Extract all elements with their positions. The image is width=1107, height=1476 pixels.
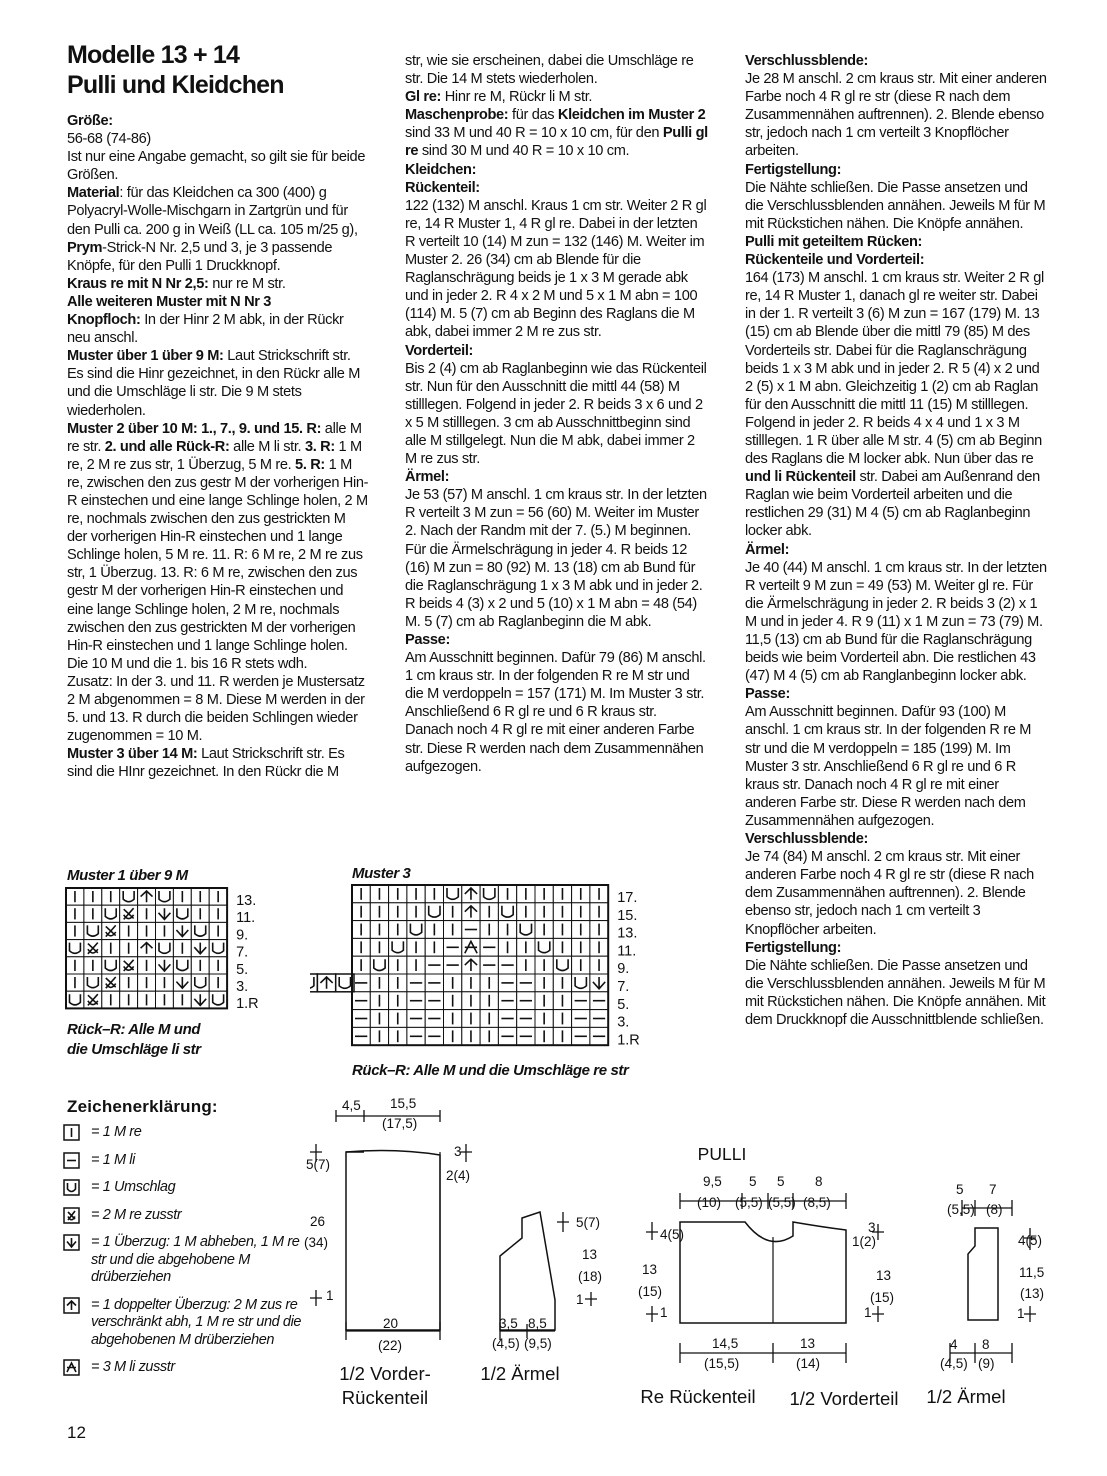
page-number: 12 <box>67 1423 86 1442</box>
legend-title: Zeichenerklärung: <box>67 1097 218 1116</box>
text-bold: Verschlussblende: <box>745 53 869 69</box>
text-span: Hinr re M, Rückr li M str. <box>441 89 593 106</box>
text-bold: Vorderteil: <box>405 342 474 359</box>
text-bold: Pulli gl re <box>405 125 708 160</box>
schematic-line <box>500 1212 555 1330</box>
text-bold: Muster über 1 über 9 M: <box>67 348 224 365</box>
text-bold: Prym <box>67 239 103 256</box>
text-bold: Passe: <box>745 686 790 703</box>
dimension-label: 2(4) <box>446 1168 471 1183</box>
dimension-label: 3 <box>454 1144 462 1159</box>
dimension-label: (9) <box>978 1356 995 1371</box>
legend-text: = 1 doppelter Überzug: 2 M zus re verschränkt abh, 1 M re str und die abgehobenen M drüberziehen <box>91 1296 302 1348</box>
text-bold: 2. und alle Rück-R: <box>104 438 230 455</box>
text-span: nur re M str. <box>208 275 286 292</box>
text-span: Am Ausschnitt beginnen. Dafür 93 (100) M anschl. 1 cm kraus str. In der folgenden R re M str und die M verdoppeln = 185 (199) M. Im Muster 3 str. Anschließend 6 R gl re und 6 R kraus str. Danach noch 4 R gl re mit einer anderen Farbe str. Diese R werden nach dem Zusammennähen aufgezogen. <box>745 704 1032 829</box>
schematic-line <box>646 1306 658 1322</box>
text-bold: Ärmel: <box>745 541 790 558</box>
text-span: str. Dabei am Außenrand den Raglan wie beim Vorderteil arbeiten und die restlichen 29 (31) M 4 (5) cm ab Raglanbeginn locker abk. <box>745 469 1040 540</box>
row-label: 3. <box>617 1014 630 1031</box>
schematic-caption: 1/2 Vorder- <box>339 1363 431 1384</box>
text-span: Je 40 (44) M anschl. 1 cm kraus str. In der letzten R verteilt 9 M zun = 49 (53) M. Weiter gl re. Für die Ärmelschrägung in jeder 2. R beids 3 (2) x 1 M und in jeder 4. R 9 (11) x 1 M zun = 73 (79) M. 11,5 (13) cm ab Bund für die Raglanschrägung beids wie beim Vorderteil abn. Die restlichen 43 (47) M 4 (5) cm ab Ranglanbeginn locker abk. <box>745 559 1047 685</box>
dimension-label: (8) <box>986 1202 1003 1217</box>
text-span: Zusatz: In der 3. und 11. R werden je Mustersatz 2 M abgenommen = 8 M. Diese M werden in der 5. und 13. R durch die beiden Schlingen wieder zugenommen = 10 M. <box>67 673 365 745</box>
schematic-caption: 1/2 Vorderteil <box>789 1388 899 1409</box>
row-label: 5. <box>617 996 630 1013</box>
row-label: 7. <box>236 944 249 961</box>
dimension-label: 13 <box>876 1268 892 1283</box>
text-span: Je 53 (57) M anschl. 1 cm kraus str. In der letzten R verteilt 3 M zun = 56 (60) M. Weiter im Muster 2. Nach der Randm mit der 7. (5.) M beginnen. Für die Ärmelschrägung in jeder 4. R beids 12 (16) M zun = 80 (92) M. 13 (18) cm ab Bund für die Raglanschrägung 1 x 3 M abk und in jeder 2. R beids 4 (3) x 2 und 5 (10) x 1 M abn = 48 (54) M. 5 (7) cm ab Raglanbeginn die M abk. <box>405 487 707 630</box>
dimension-label: (5,5) <box>768 1195 796 1210</box>
schematic-line <box>460 1144 472 1162</box>
dimension-label: (13) <box>1020 1286 1045 1301</box>
dimension-label: 5 <box>956 1182 964 1197</box>
schematic-line <box>1024 1306 1036 1322</box>
text-span: Je 74 (84) M anschl. 2 cm kraus str. Mit einer anderen Farbe noch 4 R gl re str (diese R nach dem Zusammennähen auftrennen). 2. Blende ebenso str, jedoch nach 1 cm verteilt 3 Knopflöcher arbeiten. <box>745 849 1034 938</box>
schematic-line <box>557 1212 569 1232</box>
dimension-label: 5(7) <box>306 1157 331 1172</box>
text-bold: und li Rückenteil <box>745 469 856 486</box>
row-label: 9. <box>617 961 630 978</box>
dimension-label: 13 <box>582 1247 598 1262</box>
dimension-label: 1 <box>660 1305 668 1320</box>
row-label: 17. <box>617 890 638 906</box>
text-bold: Kleidchen im Muster 2 <box>557 107 706 124</box>
dimension-label: 20 <box>383 1316 399 1331</box>
row-label: 15. <box>617 907 638 924</box>
legend-text: = 1 M li <box>91 1151 135 1168</box>
legend-text: = 2 M re zusstr <box>91 1206 182 1223</box>
muster1-caption: Rück–R: Alle M und die Umschläge li str <box>67 1021 201 1058</box>
text-span: alle M li str. <box>229 438 305 455</box>
dimension-label: (14) <box>796 1356 821 1371</box>
text-span: : für das Kleidchen ca 300 (400) g Polyacryl-Wolle-Mischgarn in Zartgrün und für den Pulli ca. 200 g in Weiß (LL ca. 105 m/25 g), <box>67 185 358 238</box>
dimension-label: (5,5) <box>947 1202 975 1217</box>
text-span: 56-68 (74-86) <box>67 131 151 148</box>
legend-text: = 1 Umschlag <box>91 1179 176 1195</box>
dimension-label: (9,5) <box>524 1336 552 1351</box>
text-bold: Fertigstellung: <box>745 939 842 956</box>
text-span: 1 M re, zwischen den zus gestr M der vorherigen Hin-R einstechen und eine lange Schlinge holen, 2 M re, nochmals zwischen den zus gestrickten M der vorherigen Hin-R einstechen und 1 lange Schlinge holen, 5 M re. 11. R: 6 M re, 2 M re zus str, 1 Überzug. 13. R: 6 M re, zwischen den zus gestr M der vorherigen Hin-R einstechen und eine lange Schlinge holen, 2 M re, nochmals zwischen den zus gestrickten M der vorherigen Hin-R einstechen und 1 lange Schlinge holen. Die 10 M und die 1. bis 16 R stets wdh. <box>67 456 369 672</box>
text-bold: Maschenprobe: <box>405 107 509 124</box>
row-label: 1.R <box>236 996 259 1013</box>
dimension-label: (4,5) <box>492 1336 520 1351</box>
text-span: für das <box>508 107 558 124</box>
schematic-line <box>968 1228 998 1320</box>
dimension-label: 26 <box>310 1214 326 1229</box>
dimension-label: 5 <box>777 1174 785 1189</box>
muster3-title: Muster 3 <box>352 865 411 882</box>
dimension-label: 4(5) <box>660 1227 685 1242</box>
dimension-label: 8 <box>982 1337 990 1352</box>
row-label: 11. <box>617 943 637 960</box>
dimension-label: 11,5 <box>1019 1265 1045 1280</box>
text-span: 1 M re, 2 M re zus str, 1 Überzug, 5 M re. <box>67 438 362 473</box>
text-span: 122 (132) M anschl. Kraus 1 cm str. Weiter 2 R gl re, 14 R Muster 1, 4 R gl re. Dabei in der letzten R verteilt 10 (14) M zun = 132 (146) M. Weiter im Muster 2. 26 (34) cm ab Blende für die Raglanschrägung beids je 1 x 3 M gerade abk und in jeder 2. R 4 x 2 M und 5 x 1 M abn = 100 (114) M. 5 (7) cm ab Beginn des Raglans die M abk, dabei immer 2 M re zus str. <box>405 197 707 341</box>
text-bold: Knopfloch: <box>67 312 141 329</box>
row-label: 7. <box>617 979 630 995</box>
text-span: Die Nähte schließen. Die Passe ansetzen und die Verschlussblenden annähen. Jeweils M für M mit Rückstichen nähen. Die Knöpfe annähen. <box>745 179 1046 232</box>
text-span: sind 33 M und 40 R = 10 x 10 cm, für den <box>405 125 663 142</box>
dimension-label: 4,5 <box>342 1098 361 1113</box>
row-label: 9. <box>236 927 249 944</box>
dimension-label: 1 <box>1017 1306 1025 1321</box>
schematic-line <box>646 1222 658 1240</box>
dimension-label: (4,5) <box>940 1356 968 1371</box>
legend-text: = 1 Überzug: 1 M abheben, 1 M re str und die abgehobene M drüberziehen <box>91 1234 300 1285</box>
text-span: Am Ausschnitt beginnen. Dafür 79 (86) M anschl. 1 cm kraus str. In der folgenden R re M str und die M verdoppeln = 157 (171) M. Im Muster 3 str. Anschließend 6 R gl re und 6 R kraus str. Danach noch 4 R gl re mit einer anderen Farbe str. Diese R werden nach dem Zusammennähen aufgezogen. <box>405 650 706 775</box>
text-bold: Pulli mit geteiltem Rücken: <box>745 233 923 250</box>
dimension-label: 7 <box>989 1182 997 1197</box>
dimension-label: 8,5 <box>528 1316 547 1331</box>
text-span: Ist nur eine Angabe gemacht, so gilt sie für beide Größen. <box>67 149 366 184</box>
text-span: str, wie sie erscheinen, dabei die Umschläge re str. Die 14 M stets wiederholen. <box>405 53 694 88</box>
text-span: Laut Strickschrift str. Es sind die HInr gezeichnet. In den Rückr die M <box>67 746 345 781</box>
schematic-caption: 1/2 Ärmel <box>926 1386 1006 1407</box>
dimension-label: 3,5 <box>499 1316 518 1331</box>
muster1-title: Muster 1 über 9 M <box>67 867 188 884</box>
text-bold: Größe: <box>67 113 113 129</box>
row-label: 1.R <box>617 1032 640 1049</box>
text-bold: Ärmel: <box>405 469 450 486</box>
schematic-caption: Rückenteil <box>341 1387 429 1408</box>
schematic-caption: PULLI <box>697 1144 747 1164</box>
dimension-label: (22) <box>378 1338 403 1353</box>
schematic-line <box>346 1151 440 1330</box>
text-bold: Material <box>67 185 120 202</box>
text-bold: 5. R: <box>295 456 325 473</box>
schematic-line <box>680 1222 846 1323</box>
text-bold: Rückenteil: <box>405 179 480 196</box>
row-label: 13. <box>236 893 257 909</box>
dimension-label: 13 <box>642 1262 658 1277</box>
schematic-line <box>310 1290 322 1306</box>
dimension-label: (34) <box>304 1235 329 1250</box>
dimension-label: (18) <box>578 1269 603 1284</box>
legend-text: = 1 M re <box>91 1124 142 1140</box>
text-bold: Verschlussblende: <box>745 831 869 848</box>
text-span: Bis 2 (4) cm ab Raglanbeginn wie das Rückenteil str. Nun für den Ausschnitt die mittl 44 (58) M stilllegen. Folgend in jeder 2. R beids 3 x 6 und 2 x 5 M stilllegen. 3 cm ab Ausschnittbeginn sind alle M stillgelegt. Nun die M abk, dabei immer 2 M re zus str. <box>405 360 707 468</box>
dimension-label: 5 <box>749 1174 757 1189</box>
text-bold: Kleidchen: <box>405 161 477 178</box>
schematic-line <box>585 1292 597 1306</box>
text-bold: Passe: <box>405 632 450 648</box>
dimension-label: 3 <box>868 1220 876 1235</box>
dimension-label: 1 <box>576 1292 584 1307</box>
text-span: In der Hinr 2 M abk, in der Rückr neu anschl. <box>67 312 344 347</box>
dimension-label: (10) <box>697 1195 722 1210</box>
text-span: sind 30 M und 40 R = 10 x 10 cm. <box>418 143 630 160</box>
text-bold: Kraus re mit N Nr 2,5: <box>67 275 209 292</box>
row-label: 5. <box>236 961 249 978</box>
text-bold: Muster 3 über 14 M: <box>67 746 198 763</box>
text-bold: Fertigstellung: <box>745 161 842 178</box>
text-span: Je 28 M anschl. 2 cm kraus str. Mit einer anderen Farbe noch 4 R gl re str (diese R nach dem Zusammennähen auftrennen). 2. Blende ebenso str, jedoch nach 1 cm verteilt 3 Knopflöcher arbeiten. <box>745 71 1047 160</box>
text-bold: Alle weiteren Muster mit N Nr 3 <box>67 293 272 310</box>
dimension-label: 1 <box>326 1288 334 1303</box>
page-title: Modelle 13 + 14 Pulli und Kleidchen <box>67 41 284 99</box>
schematic-caption: 1/2 Ärmel <box>480 1363 560 1384</box>
dimension-label: (5,5) <box>735 1195 763 1210</box>
dimension-label: (8,5) <box>803 1195 831 1210</box>
schematic-caption: Re Rückenteil <box>640 1386 756 1407</box>
muster3-caption: Rück–R: Alle M und die Umschläge re str <box>352 1062 629 1079</box>
legend-text: = 3 M li zusstr <box>91 1359 175 1375</box>
text-span: -Strick-N Nr. 2,5 und 3, je 3 passende Knöpfe, für den Pulli 1 Druckknopf. <box>67 239 333 274</box>
schematic-line <box>872 1306 884 1322</box>
text-span: Laut Strickschrift str. Es sind die Hinr gezeichnet, in den Rückr alle M und die Umschläge li str. Die 9 M stets wiederholen. <box>67 348 361 419</box>
dimension-label: (17,5) <box>382 1116 418 1131</box>
text-bold: 3. R: <box>304 438 335 455</box>
row-label: 3. <box>236 979 249 995</box>
dimension-label: (15) <box>638 1284 663 1299</box>
text-span: 164 (173) M anschl. 1 cm kraus str. Weiter 2 R gl re, 14 R Muster 1, danach gl re weiter str. Dabei in der 1. R verteilt 3 (6) M zun = 167 (179) M. 13 (15) cm ab Blende über die mittl 79 (85) M des Vorderteils str. Dabei für die Raglanschrägung beids 1 x 3 M abk und in jeder 2. R 5 (4) x 2 und 2 (5) x 1 M abn. Gleichzeitig 1 (2) cm ab Raglan für den Ausschnitt die mittl 11 (15) M stilllegen. Folgend in jeder 2. R beids 4 x 4 und 1 x 3 M stilllegen. 1 R über alle M str. 4 (5) cm ab Beginn des Raglans die M locker abk. Nun über das re <box>745 270 1044 468</box>
dimension-label: 9,5 <box>703 1174 722 1189</box>
dimension-label: 13 <box>800 1336 816 1351</box>
dimension-label: (15) <box>870 1290 895 1305</box>
dimension-label: 1(2) <box>852 1234 877 1249</box>
dimension-label: 1 <box>864 1305 872 1320</box>
text-bold: Muster 2 über 10 M: 1., 7., 9. und 15. R: <box>67 420 322 437</box>
row-label: 11. <box>236 910 256 927</box>
text-span: Die Nähte schließen. Die Passe ansetzen und die Verschlussblenden annähen. Jeweils M für M mit Rückstichen nähen. Die Knöpfe annähen. Mit dem Druckknopf die Ausschnittblende schließen. <box>745 957 1046 1028</box>
dimension-label: (15,5) <box>704 1356 740 1371</box>
text-span: alle M re str. <box>67 420 362 455</box>
text-bold: Rückenteile und Vorderteil: <box>745 252 925 269</box>
dimension-label: 4(5) <box>1018 1233 1043 1248</box>
row-label: 13. <box>617 925 638 942</box>
dimension-label: 14,5 <box>712 1336 739 1351</box>
text-bold: Gl re: <box>405 89 442 106</box>
dimension-label: 8 <box>815 1174 823 1189</box>
dimension-label: 15,5 <box>390 1096 417 1111</box>
dimension-label: 5(7) <box>576 1215 601 1230</box>
dimension-label: 4 <box>950 1337 958 1352</box>
